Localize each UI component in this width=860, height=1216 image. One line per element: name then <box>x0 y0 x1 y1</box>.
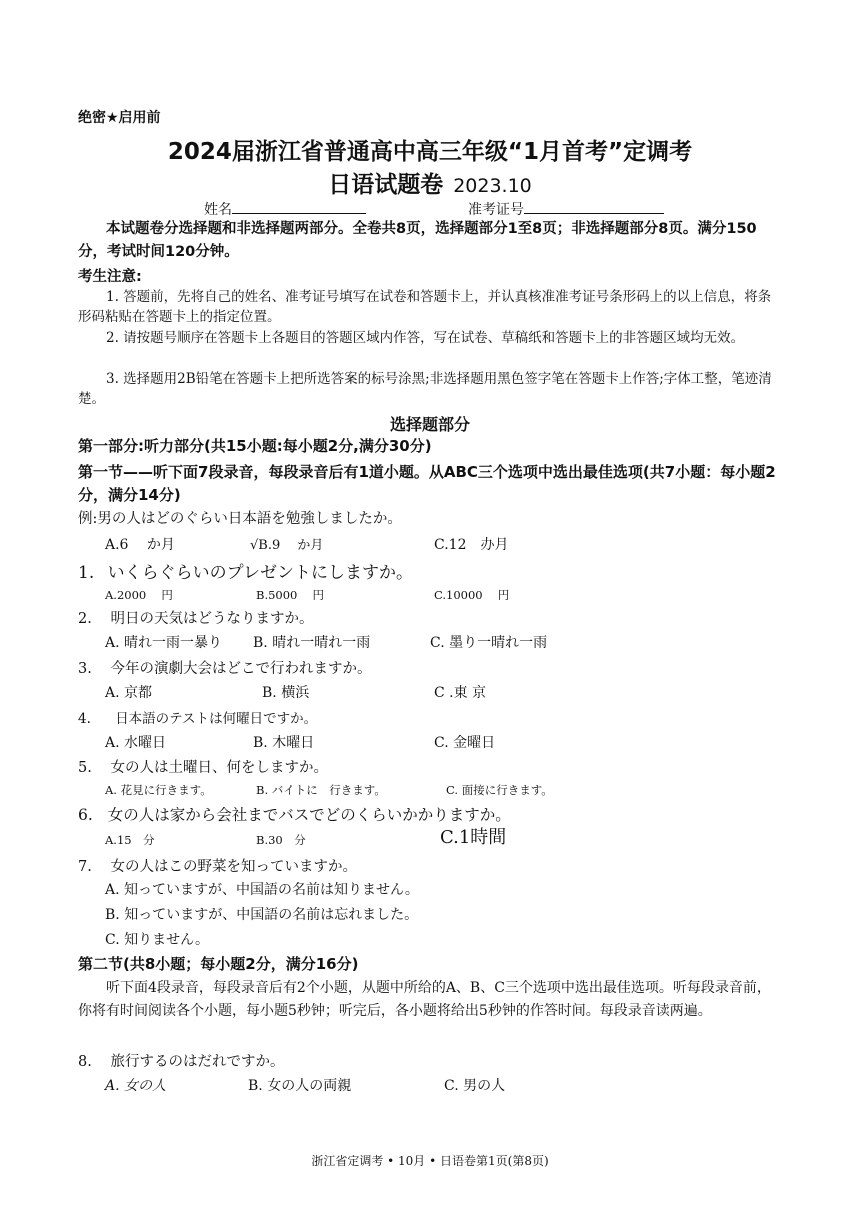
name-field <box>204 199 366 219</box>
id-field <box>468 199 664 219</box>
q1-option-b: B.5000 円 <box>256 588 325 602</box>
question-text: 明日の天気はどうなりますか。 <box>110 611 314 627</box>
id-label: 准考证号 <box>468 202 524 218</box>
id-blank <box>524 201 664 214</box>
name-blank <box>232 201 366 214</box>
question-text: 日本語のテストは何曜日ですか。 <box>115 711 318 727</box>
q3-option-b: B. 横浜 <box>262 685 310 701</box>
q8-option-b: B. 女の人の両親 <box>248 1078 352 1094</box>
q7-option-b: B. 知っていますが、中国語の名前は忘れました。 <box>105 907 419 923</box>
question-text: いくらぐらいのプレゼントにしますか。 <box>107 563 413 583</box>
question-text: 女の人は土曜日、何をしますか。 <box>110 760 328 776</box>
question-number: 8. <box>78 1054 92 1070</box>
question-1 <box>78 558 413 583</box>
section-title: 选择题部分 <box>389 415 470 434</box>
question-number: 2. <box>78 611 92 627</box>
exam-subtitle <box>0 166 860 199</box>
q7-option-c: C. 知りません。 <box>105 932 209 948</box>
q8-option-a: A. 女の人 <box>105 1078 167 1094</box>
q2-option-c: C. 墨り一晴れ一雨 <box>430 635 548 651</box>
name-label: 姓名 <box>204 202 232 218</box>
question-number: 7. <box>78 859 92 875</box>
q5-option-c: C. 面接に行きます。 <box>446 783 553 797</box>
q5-option-b: B. バイトに 行きます。 <box>256 783 386 797</box>
question-number: 1. <box>78 563 95 583</box>
example-question: 例:男の人はどのぐらい日本語を勉強しましたか。 <box>78 511 402 527</box>
question-text: 女の人は家から会社までバスでどのくらいかかりますか。 <box>107 806 511 824</box>
question-5 <box>78 756 328 777</box>
q1-option-a: A.2000 円 <box>105 588 173 602</box>
q6-option-b: B.30 分 <box>256 833 306 847</box>
notice-item-1: 1. 答题前，先将自己的姓名、准考证号填写在试卷和答题卡上，并认真核准准考证号条形码上的以上信息，将条形码粘贴在答题卡上的指定位置。 <box>78 289 772 325</box>
exam-title: 2024届浙江省普通高中高三年级“1月首考”定调考 <box>167 139 693 165</box>
page-footer: 浙江省定调考 • 10月 • 日语卷第1页(第8页) <box>311 1154 549 1168</box>
question-2 <box>78 607 313 628</box>
q6-option-c: C.1時間 <box>440 827 507 848</box>
subject-title: 日语试题卷 <box>328 172 444 198</box>
q4-option-c: C. 金曜日 <box>434 735 496 751</box>
notice-item-3: 3. 选择题用2B铅笔在答题卡上把所选答案的标号涂黑;非选择题用黑色签字笔在答题卡上作答;字体工整，笔迹清楚。 <box>78 371 772 407</box>
notice-item-2: 2. 请按题号顺序在答题卡上各题目的答题区域内作答，写在试卷、草稿纸和答题卡上的非答题区域均无效。 <box>106 330 745 346</box>
q1-option-c: C.10000 円 <box>434 588 510 602</box>
question-6 <box>78 803 511 825</box>
question-7 <box>78 855 357 876</box>
example-option-b: √B.9 か月 <box>250 538 324 553</box>
q6-option-a: A.15 分 <box>105 833 155 847</box>
question-3 <box>78 657 371 678</box>
part1-heading: 第一部分:听力部分(共15小题:每小题2分,满分30分) <box>78 437 432 455</box>
question-text: 旅行するのはだれですか。 <box>110 1054 285 1070</box>
q2-option-a: A. 晴れ一雨一暴り <box>105 635 223 651</box>
question-text: 女の人はこの野菜を知っていますか。 <box>110 859 357 875</box>
q4-option-b: B. 木曜日 <box>253 735 315 751</box>
q4-option-a: A. 水曜日 <box>105 735 167 751</box>
q8-option-c: C. 男の人 <box>444 1078 506 1094</box>
section2-intro: 听下面4段录音，每段录音后有2个小题，从题中所给的A、B、C三个选项中选出最佳选项。听每段录音前，你将有时间阅读各个小题，每小题5秒钟；听完后，各小题将给出5秒钟的作答时间。每段录音读两遍。 <box>78 980 771 1019</box>
question-number: 6. <box>78 806 93 824</box>
question-number: 3. <box>78 661 92 677</box>
notice-heading: 考生注意: <box>78 269 142 285</box>
example-option-c: C.12 办月 <box>434 537 509 553</box>
exam-date: 2023.10 <box>453 175 532 197</box>
question-8 <box>78 1050 284 1071</box>
q2-option-b: B. 晴れ一晴れ一雨 <box>253 635 371 651</box>
question-text: 今年の演劇大会はどこで行われますか。 <box>110 661 372 677</box>
example-option-a: A.6 か月 <box>105 537 175 553</box>
confidential-label: 绝密★启用前 <box>78 110 161 126</box>
question-number: 4. <box>78 711 91 727</box>
q3-option-a: A. 京都 <box>105 685 153 701</box>
section1-heading: 第一节——听下面7段录音，每段录音后有1道小题。从ABC三个选项中选出最佳选项(共7小题：每小题2分，满分14分) <box>78 463 776 504</box>
intro-paragraph: 本试题卷分选择题和非选择题两部分。全卷共8页，选择题部分1至8页；非选择题部分8页。满分150分，考试时间120分钟。 <box>78 221 757 260</box>
question-number: 5. <box>78 760 92 776</box>
question-4 <box>78 707 317 727</box>
q3-option-c: C .東 京 <box>434 685 487 701</box>
section2-heading: 第二节(共8小题；每小题2分，满分16分) <box>78 955 359 973</box>
q5-option-a: A. 花見に行きます。 <box>105 783 212 797</box>
q7-option-a: A. 知っていますが、中国語の名前は知りません。 <box>105 882 419 898</box>
